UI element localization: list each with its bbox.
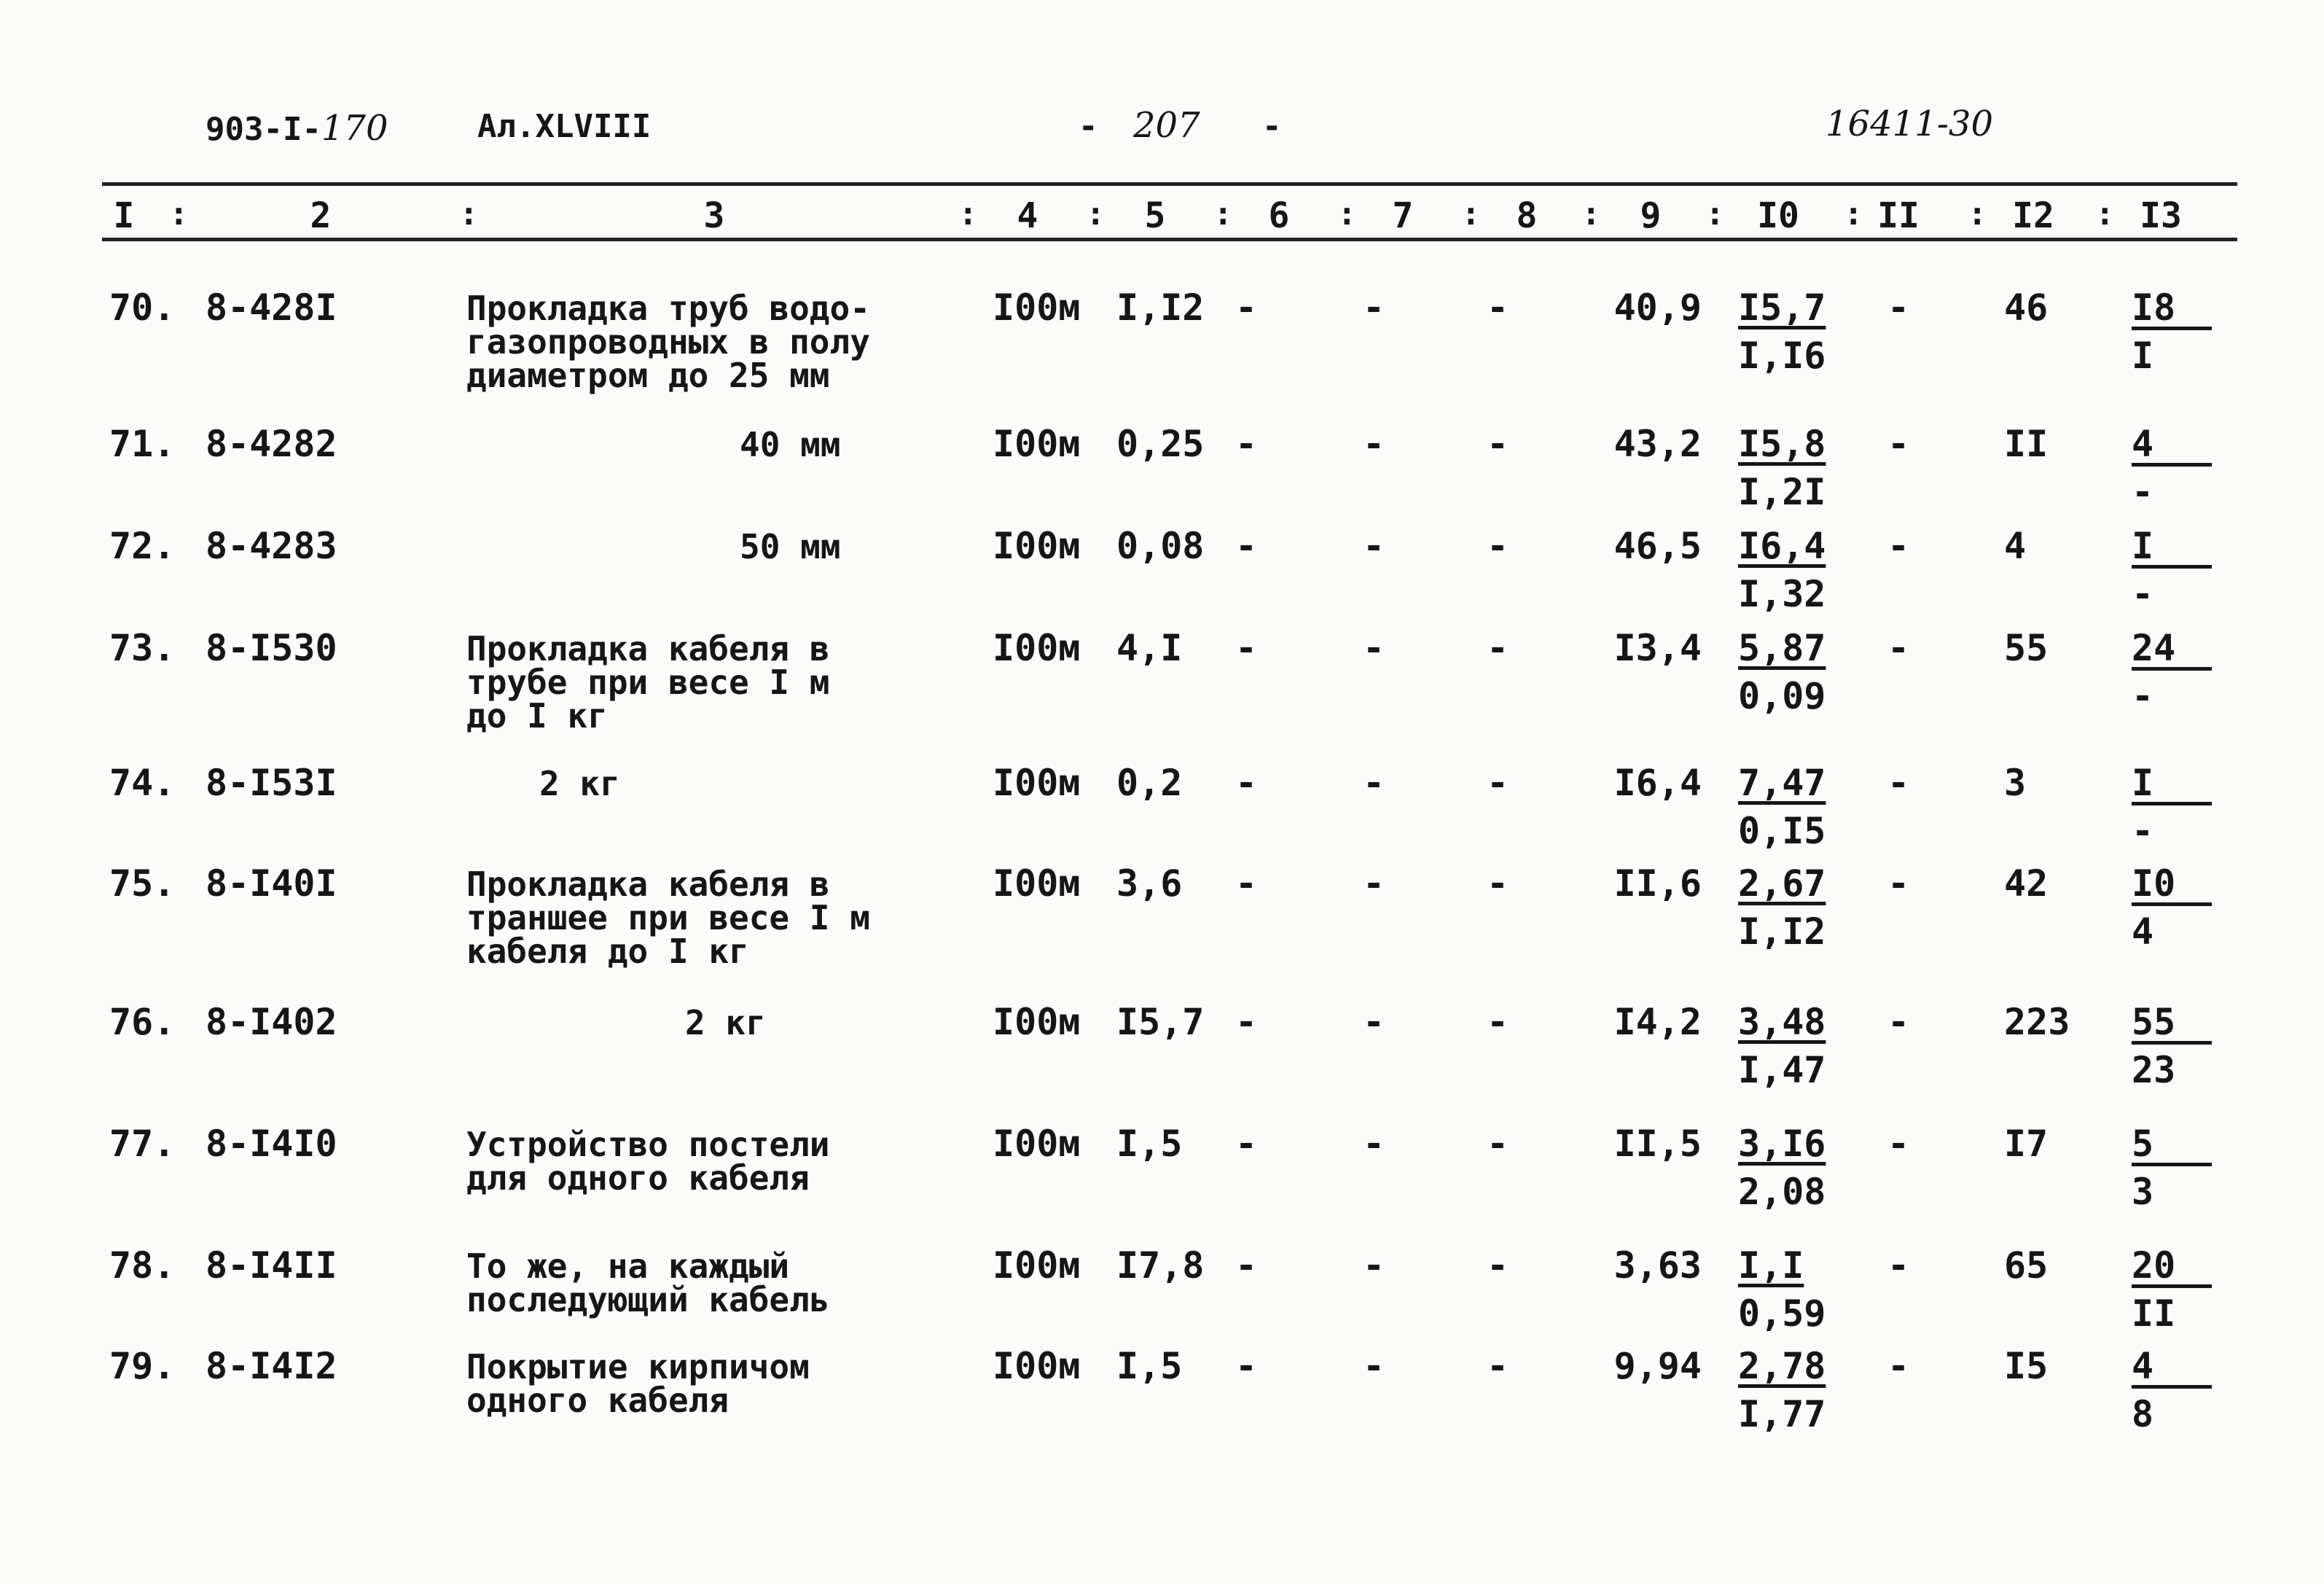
column-10-numerator: 2,67 xyxy=(1738,862,1826,905)
norm-code: 8-4283 xyxy=(206,525,337,567)
column-number-13: I3 xyxy=(2140,195,2182,236)
column-7-value: - xyxy=(1362,1001,1385,1043)
row-number: 70. xyxy=(109,286,176,329)
reference-number: 16411-30 xyxy=(1826,104,1993,144)
column-8-value: - xyxy=(1486,286,1509,329)
column-13-numerator: I xyxy=(2132,765,2212,805)
column-13-numerator: 20 xyxy=(2132,1248,2212,1288)
quantity: I,I2 xyxy=(1116,286,1205,329)
column-8-value: - xyxy=(1486,1345,1509,1387)
column-11-value: - xyxy=(1887,627,1910,669)
column-8-value: - xyxy=(1486,762,1509,804)
quantity: 0,25 xyxy=(1116,423,1205,465)
column-11-value: - xyxy=(1887,1123,1910,1165)
column-10-numerator: 5,87 xyxy=(1738,627,1826,669)
column-separator: : xyxy=(169,195,189,233)
column-11-value: - xyxy=(1887,525,1910,567)
column-6-value: - xyxy=(1235,525,1258,567)
row-number: 71. xyxy=(109,423,176,465)
column-8-value: - xyxy=(1486,1001,1509,1043)
norm-code: 8-I40I xyxy=(206,862,337,905)
column-7-value: - xyxy=(1362,1244,1385,1287)
row-number: 76. xyxy=(109,1001,176,1043)
column-9-value: I3,4 xyxy=(1613,627,1702,669)
column-11-value: - xyxy=(1887,1001,1910,1043)
norm-code: 8-I530 xyxy=(206,627,337,669)
column-12-value: 55 xyxy=(2004,627,2049,669)
column-10-denominator: 0,I5 xyxy=(1738,810,1826,852)
column-13-numerator: I8 xyxy=(2132,290,2212,330)
column-6-value: - xyxy=(1235,1244,1258,1287)
column-number-10: I0 xyxy=(1757,195,1799,236)
column-11-value: - xyxy=(1887,1345,1910,1387)
column-10-denominator: I,I2 xyxy=(1738,910,1826,953)
column-separator: : xyxy=(1461,195,1481,233)
column-number-3: 3 xyxy=(703,195,725,236)
quantity: 0,2 xyxy=(1116,762,1183,804)
column-13-denominator: 8 xyxy=(2132,1393,2154,1435)
column-separator: : xyxy=(1968,195,1987,233)
work-description: 2 кг xyxy=(539,764,620,803)
column-10-denominator: 2,08 xyxy=(1738,1171,1826,1213)
column-10-numerator: 3,48 xyxy=(1738,1001,1826,1043)
column-12-value: II xyxy=(2004,423,2049,465)
unit: I00м xyxy=(993,627,1081,669)
column-13-denominator: - xyxy=(2132,675,2154,717)
column-7-value: - xyxy=(1362,286,1385,329)
column-12-value: I7 xyxy=(2004,1123,2049,1165)
page-dash-left: - xyxy=(1079,108,1098,145)
column-11-value: - xyxy=(1887,862,1910,905)
column-6-value: - xyxy=(1235,1001,1258,1043)
column-12-value: 65 xyxy=(2004,1244,2049,1287)
unit: I00м xyxy=(993,286,1081,329)
column-13-denominator: - xyxy=(2132,471,2154,513)
quantity: I7,8 xyxy=(1116,1244,1205,1287)
column-9-value: II,6 xyxy=(1613,862,1702,905)
column-10-denominator: 0,59 xyxy=(1738,1292,1826,1335)
column-6-value: - xyxy=(1235,286,1258,329)
column-13-denominator: I xyxy=(2132,335,2154,377)
column-9-value: 9,94 xyxy=(1613,1345,1702,1387)
header-top-rule xyxy=(102,182,2237,186)
quantity: 3,6 xyxy=(1116,862,1183,905)
column-9-value: II,5 xyxy=(1613,1123,1702,1165)
row-number: 77. xyxy=(109,1123,176,1165)
quantity: I5,7 xyxy=(1116,1001,1205,1043)
column-12-value: 42 xyxy=(2004,862,2049,905)
column-10-numerator: I5,7 xyxy=(1738,286,1826,329)
document-code-handwritten: 170 xyxy=(321,108,388,149)
album-number: Ал.XLVIII xyxy=(477,108,652,145)
column-separator: : xyxy=(958,195,978,233)
document-code xyxy=(206,108,388,149)
column-12-value: 46 xyxy=(2004,286,2049,329)
column-separator: : xyxy=(459,195,479,233)
norm-code: 8-I53I xyxy=(206,762,337,804)
column-7-value: - xyxy=(1362,627,1385,669)
column-10-numerator: I6,4 xyxy=(1738,525,1826,567)
column-8-value: - xyxy=(1486,525,1509,567)
column-10-numerator: 7,47 xyxy=(1738,762,1826,804)
column-6-value: - xyxy=(1235,862,1258,905)
norm-code: 8-I4II xyxy=(206,1244,337,1287)
work-description: Устройство постели для одного кабеля xyxy=(466,1125,830,1198)
column-separator: : xyxy=(1086,195,1106,233)
column-number-12: I2 xyxy=(2012,195,2054,236)
work-description: 50 мм xyxy=(740,527,841,566)
column-6-value: - xyxy=(1235,762,1258,804)
column-9-value: 43,2 xyxy=(1613,423,1702,465)
unit: I00м xyxy=(993,1001,1081,1043)
column-13-numerator: I0 xyxy=(2132,866,2212,906)
unit: I00м xyxy=(993,762,1081,804)
work-description: 2 кг xyxy=(685,1003,766,1042)
row-number: 78. xyxy=(109,1244,176,1287)
unit: I00м xyxy=(993,423,1081,465)
quantity: I,5 xyxy=(1116,1345,1183,1387)
column-12-value: 4 xyxy=(2004,525,2027,567)
column-separator: : xyxy=(1337,195,1357,233)
column-number-4: 4 xyxy=(1017,195,1038,236)
column-8-value: - xyxy=(1486,627,1509,669)
column-13-denominator: II xyxy=(2132,1292,2176,1335)
column-separator: : xyxy=(1705,195,1725,233)
column-number-7: 7 xyxy=(1392,195,1414,236)
column-13-numerator: 4 xyxy=(2132,426,2212,467)
column-number-11: II xyxy=(1877,195,1920,236)
work-description: Прокладка кабеля в трубе при весе I м до I кг xyxy=(466,629,830,736)
column-separator: : xyxy=(1844,195,1863,233)
column-6-value: - xyxy=(1235,627,1258,669)
unit: I00м xyxy=(993,1123,1081,1165)
column-6-value: - xyxy=(1235,1345,1258,1387)
column-10-denominator: I,2I xyxy=(1738,471,1826,513)
column-13-denominator: 23 xyxy=(2132,1049,2176,1091)
work-description: 40 мм xyxy=(740,425,841,464)
column-7-value: - xyxy=(1362,1123,1385,1165)
column-6-value: - xyxy=(1235,423,1258,465)
column-13-numerator: 24 xyxy=(2132,631,2212,671)
column-6-value: - xyxy=(1235,1123,1258,1165)
column-separator: : xyxy=(1213,195,1233,233)
work-description: Прокладка труб водо- газопроводных в полу диаметром до 25 мм xyxy=(466,289,870,395)
quantity: 4,I xyxy=(1116,627,1183,669)
column-9-value: 40,9 xyxy=(1613,286,1702,329)
norm-code: 8-I402 xyxy=(206,1001,337,1043)
column-number-8: 8 xyxy=(1516,195,1538,236)
column-11-value: - xyxy=(1887,1244,1910,1287)
column-7-value: - xyxy=(1362,762,1385,804)
column-9-value: 46,5 xyxy=(1613,525,1702,567)
column-number-9: 9 xyxy=(1640,195,1662,236)
row-number: 79. xyxy=(109,1345,176,1387)
column-11-value: - xyxy=(1887,286,1910,329)
column-number-1: I xyxy=(113,195,135,236)
column-10-numerator: I5,8 xyxy=(1738,423,1826,465)
column-12-value: I5 xyxy=(2004,1345,2049,1387)
column-13-denominator: 3 xyxy=(2132,1171,2154,1213)
column-separator: : xyxy=(1581,195,1601,233)
column-13-numerator: 5 xyxy=(2132,1126,2212,1166)
page-dash-right: - xyxy=(1262,108,1282,145)
column-separator: : xyxy=(2095,195,2115,233)
header-bottom-rule xyxy=(102,238,2237,241)
document-code-printed: 903-I- xyxy=(206,111,321,148)
page-number: 207 xyxy=(1133,105,1200,146)
column-13-numerator: I xyxy=(2132,528,2212,569)
column-8-value: - xyxy=(1486,862,1509,905)
column-12-value: 3 xyxy=(2004,762,2027,804)
column-13-numerator: 55 xyxy=(2132,1004,2212,1045)
unit: I00м xyxy=(993,1244,1081,1287)
norm-code: 8-I4I0 xyxy=(206,1123,337,1165)
column-7-value: - xyxy=(1362,862,1385,905)
unit: I00м xyxy=(993,1345,1081,1387)
column-9-value: I6,4 xyxy=(1613,762,1702,804)
unit: I00м xyxy=(993,862,1081,905)
unit: I00м xyxy=(993,525,1081,567)
column-10-denominator: I,I6 xyxy=(1738,335,1826,377)
column-13-denominator: - xyxy=(2132,573,2154,615)
norm-code: 8-4282 xyxy=(206,423,337,465)
work-description: Покрытие кирпичом одного кабеля xyxy=(466,1347,810,1420)
column-13-numerator: 4 xyxy=(2132,1349,2212,1389)
quantity: 0,08 xyxy=(1116,525,1205,567)
column-number-6: 6 xyxy=(1268,195,1290,236)
row-number: 75. xyxy=(109,862,176,905)
column-number-5: 5 xyxy=(1144,195,1166,236)
column-7-value: - xyxy=(1362,1345,1385,1387)
row-number: 72. xyxy=(109,525,176,567)
column-12-value: 223 xyxy=(2004,1001,2070,1043)
column-9-value: 3,63 xyxy=(1613,1244,1702,1287)
column-10-denominator: I,47 xyxy=(1738,1049,1826,1091)
norm-code: 8-I4I2 xyxy=(206,1345,337,1387)
column-10-denominator: 0,09 xyxy=(1738,675,1826,717)
quantity: I,5 xyxy=(1116,1123,1183,1165)
column-9-value: I4,2 xyxy=(1613,1001,1702,1043)
column-10-numerator: 2,78 xyxy=(1738,1345,1826,1387)
work-description: То же, на каждый последующий кабель xyxy=(466,1246,830,1319)
norm-code: 8-428I xyxy=(206,286,337,329)
column-11-value: - xyxy=(1887,423,1910,465)
column-10-numerator: I,I xyxy=(1738,1244,1804,1287)
column-8-value: - xyxy=(1486,1244,1509,1287)
column-11-value: - xyxy=(1887,762,1910,804)
column-7-value: - xyxy=(1362,525,1385,567)
column-13-denominator: - xyxy=(2132,810,2154,852)
column-8-value: - xyxy=(1486,1123,1509,1165)
column-10-denominator: I,32 xyxy=(1738,573,1826,615)
row-number: 74. xyxy=(109,762,176,804)
column-10-numerator: 3,I6 xyxy=(1738,1123,1826,1165)
column-number-2: 2 xyxy=(310,195,332,236)
column-8-value: - xyxy=(1486,423,1509,465)
column-10-denominator: I,77 xyxy=(1738,1393,1826,1435)
work-description: Прокладка кабеля в траншее при весе I м кабеля до I кг xyxy=(466,865,870,971)
column-7-value: - xyxy=(1362,423,1385,465)
column-13-denominator: 4 xyxy=(2132,910,2154,953)
row-number: 73. xyxy=(109,627,176,669)
